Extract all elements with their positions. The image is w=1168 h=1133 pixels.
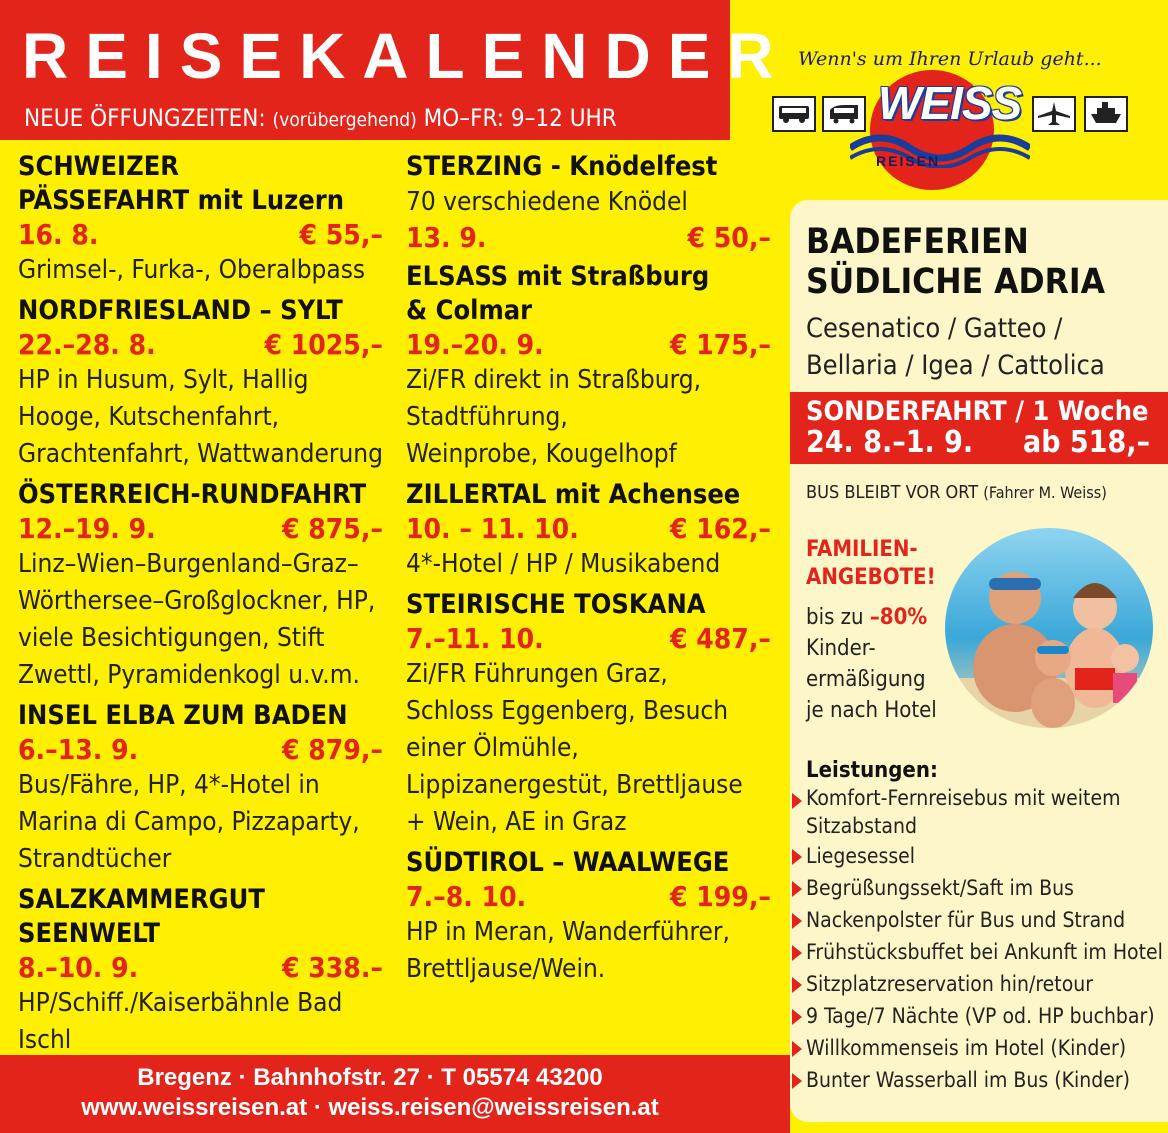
trip-title: INSEL ELBA ZUM BADEN [18,700,348,731]
trip-price: € 487,– [669,622,771,655]
sonderfahrt-date: 24. 8.–1. 9. [806,425,974,460]
trip-date: 6.–13. 9. [18,733,139,766]
trip-zillertal [406,478,771,583]
family-line3: Kinder- [806,636,876,661]
family-line4: ermäßigung [806,667,926,692]
sidebar-badeferien [790,200,1168,1122]
sidebar-places [806,310,1105,384]
trip-price: € 175,– [669,328,771,361]
opening-hours [24,103,617,135]
trip-date: 19.–20. 9. [406,328,544,361]
trip-oesterreich [18,478,383,694]
list-item: 9 Tage/7 Nächte (VP od. HP buchbar) [790,1000,1163,1032]
trip-date: 22.–28. 8. [18,328,156,361]
trip-title: SCHWEIZER PÄSSEFAHRT mit Luzern [18,151,345,216]
trip-description: Zi/FR Führungen Graz, Schloss Eggenberg, Besuch einer Ölmühle, Lippizanergestüt, Brettljause + Wein, AE in Graz [406,659,743,837]
trip-date: 13. 9. [406,221,487,254]
list-item: Frühstücksbuffet bei Ankunft im Hotel [790,936,1163,968]
bus-icon [772,96,816,132]
ship-icon [1084,96,1128,132]
page-title: REISEKALENDER [22,20,791,92]
trip-description: Zi/FR direkt in Straßburg, Stadtführung, Weinprobe, Kougelhopf [406,365,702,469]
footer-address: Bregenz · Bahnhofstr. 27 · T 05574 43200 [137,1064,603,1091]
sidebar-title-line1: BADEFERIEN [806,222,1029,262]
places-line2: Bellaria / Igea / Cattolica [806,350,1105,381]
family-offer-title [806,536,936,592]
sonderfahrt-title: SONDERFAHRT / 1 Woche [806,396,1149,427]
trip-title: ZILLERTAL mit Achensee [406,479,741,510]
list-item: Komfort-Fernreisebus mit weitem Sitzabstand [790,784,1156,840]
footer-contact [0,1055,790,1133]
family-prefix: bis zu [806,605,864,630]
places-line1: Cesenatico / Gatteo / [806,313,1063,344]
list-item: Nackenpolster für Bus und Strand [790,904,1163,936]
trip-salzkammergut [18,883,383,1059]
trip-description: HP in Husum, Sylt, Hallig Hooge, Kutschenfahrt, Grachtenfahrt, Wattwanderung [18,365,383,469]
trip-price: € 162,– [669,512,771,545]
leistungen-title: Leistungen: [806,758,938,783]
trip-date: 12.–19. 9. [18,512,156,545]
trip-steiermark [406,588,771,841]
trip-price: € 1025,– [264,328,383,361]
trip-elba [18,699,383,878]
trip-price: € 50,– [687,221,771,254]
train-icon [822,96,866,132]
family-line1: FAMILIEN- [806,537,918,562]
logo-slogan: Wenn's um Ihren Urlaub geht... [798,48,1102,70]
list-item: Sitzplatzreservation hin/retour [790,968,1163,1000]
trip-title: ÖSTERREICH-RUNDFAHRT [18,479,367,510]
sidebar-title [806,222,1105,302]
trip-schweiz [18,150,383,289]
list-item: Liegesessel [790,840,1163,872]
family-line2: ANGEBOTE! [806,565,936,590]
trip-description: Bus/Fähre, HP, 4*-Hotel in Marina di Campo, Pizzaparty, Strandtücher [18,770,360,874]
bus-note [806,482,1107,503]
leistungen-list [790,784,1163,1096]
trip-description: Grimsel-, Furka-, Oberalbpass [18,255,366,285]
sonderfahrt-price: ab 518,– [1022,425,1150,460]
family-offer-description [806,602,937,726]
list-item: Willkommenseis im Hotel (Kinder) [790,1032,1163,1064]
trip-title: STERZING - Knödelfest [406,151,718,182]
trip-subtitle: 70 verschiedene Knödel [406,187,688,217]
list-item: Bunter Wasserball im Bus (Kinder) [790,1064,1163,1096]
sonderfahrt-banner [790,392,1168,464]
trip-description: Linz–Wien–Burgenland–Graz–Wörthersee–Großglockner, HP, viele Besichtigungen, Stift Zwettl, Pyramidenkogl u.v.m. [18,549,376,690]
trip-date: 7.–11. 10. [406,622,544,655]
logo-area [730,0,1168,200]
trip-column-left [18,150,383,1064]
trip-price: € 338.– [281,951,383,984]
sidebar-title-line2: SÜDLICHE ADRIA [806,262,1105,302]
trip-title: SÜDTIROL – WAALWEGE [406,847,730,878]
trip-title: NORDFRIESLAND – SYLT [18,295,343,326]
trip-sterzing [406,150,771,255]
trip-price: € 879,– [281,733,383,766]
trip-title: ELSASS mit Straßburg & Colmar [406,261,710,326]
trip-date: 7.–8. 10. [406,880,527,913]
hours-prefix: NEUE ÖFFUNGZEITEN: [24,104,266,132]
trip-price: € 199,– [669,880,771,913]
header-banner [0,0,791,140]
trip-date: 10. – 11. 10. [406,512,579,545]
trip-title: SALZKAMMERGUT SEENWELT [18,884,265,949]
trip-elsass [406,260,771,473]
trip-date: 8.–10. 9. [18,951,139,984]
plane-icon [1032,96,1076,132]
trip-price: € 875,– [281,512,383,545]
family-line5: je nach Hotel [806,698,937,723]
logo-brand: WEISS [878,77,1022,129]
trip-description: HP in Meran, Wanderführer, Brettljause/Wein. [406,917,730,984]
hours-note: (vorübergehend) [272,109,417,131]
footer-web-link[interactable]: www.weissreisen.at · weiss.reisen@weissreisen.at [81,1094,659,1121]
logo-subtitle: REISEN [876,153,941,169]
trip-suedtirol [406,846,771,988]
trip-description: HP/Schiff./Kaiserbähnle Bad Ischl [18,988,343,1055]
family-discount: –80% [869,605,928,630]
trip-description: 4*-Hotel / HP / Musikabend [406,549,721,579]
trip-title: STEIRISCHE TOSKANA [406,589,706,620]
trip-date: 16. 8. [18,218,99,251]
list-item: Begrüßungssekt/Saft im Bus [790,872,1163,904]
trip-nordfriesland [18,294,383,473]
trip-column-right [406,150,771,993]
bus-note-main: BUS BLEIBT VOR ORT [806,482,979,503]
trip-price: € 55,– [299,218,383,251]
bus-note-extra: (Fahrer M. Weiss) [983,483,1107,502]
family-beach-photo [945,528,1153,728]
hours-time: MO–FR: 9–12 UHR [423,104,617,132]
